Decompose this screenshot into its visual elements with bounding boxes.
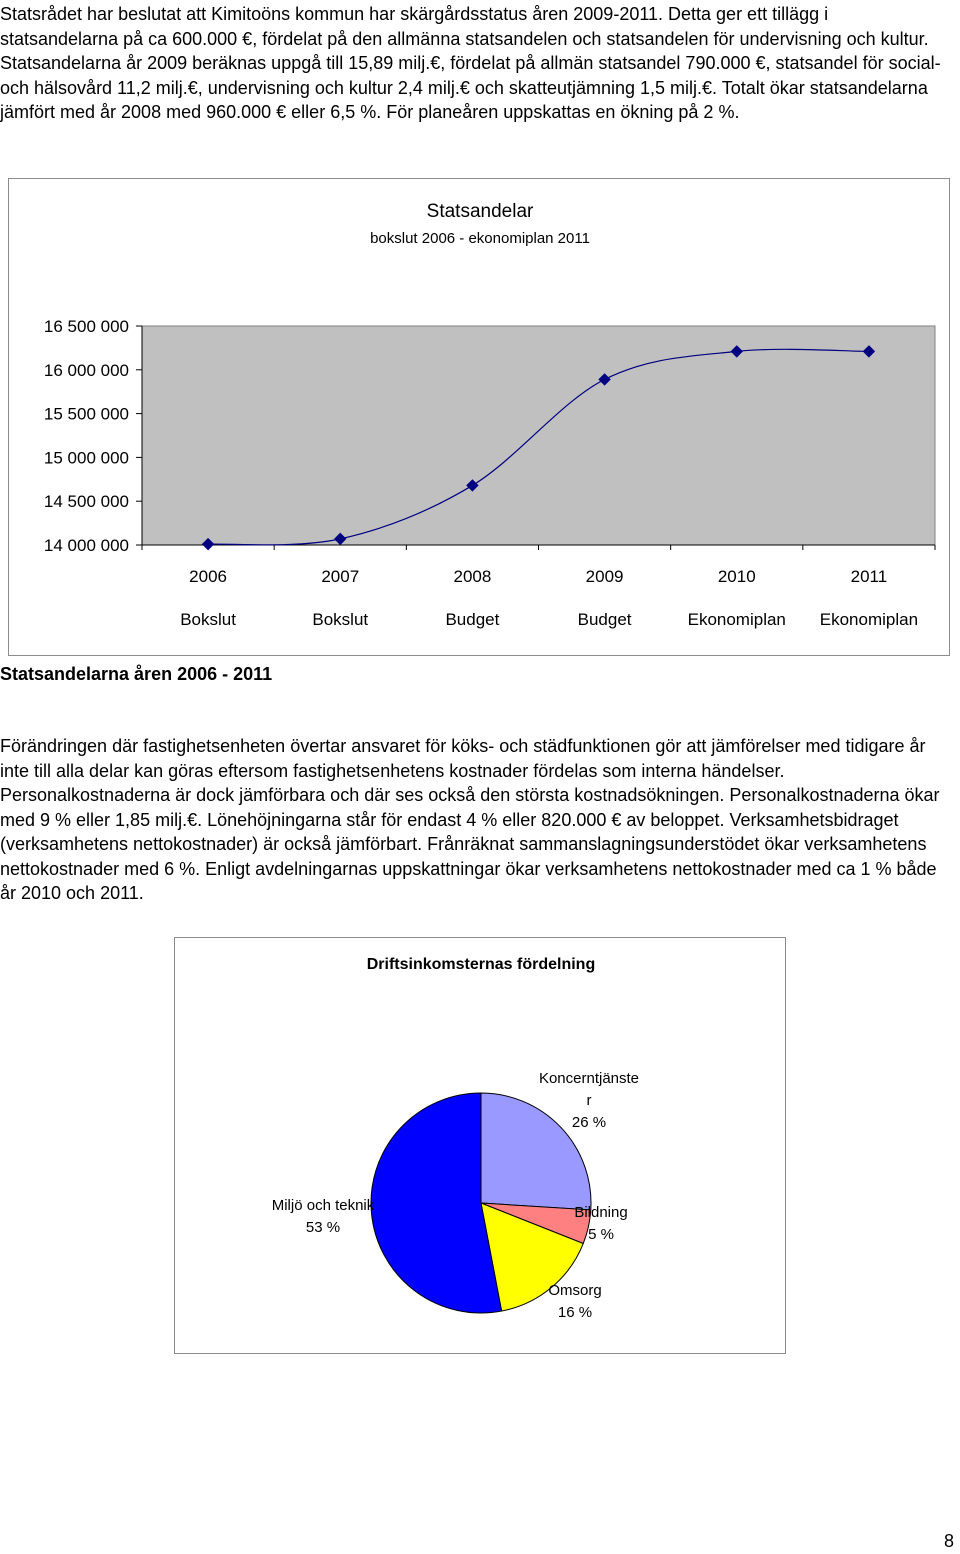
x-tick-label: 2011 [850,567,888,586]
plot-area [142,326,935,545]
body-paragraph: Förändringen där fastighetsenheten övertar ansvaret för köks- och städfunktionen gör att jämförelser med tidigare år inte till alla delar kan göras eftersom fastighetsenhetens kostnader fördelas som interna händelser. Personalkostnaderna är dock jämförbara och där ses också den största kostnadsökningen. Personalkostnaderna ökar med 9 % eller 1,85 milj.€. Lönehöjningarna står för endast 4 % eller 820.000 € av beloppet. Verksamhetsbidraget (verksamhetens nettokostnader) är också jämförbart. Frånräknat sammanslagningsunderstödet ökar verksamhetens nettokostnader med 6 %. Enligt avdelningarnas uppskattningar ökar verksamhetens nettokostnader med ca 1 % både år 2010 och 2011. [0,736,940,903]
x-tick-label: 2006 [189,567,227,586]
x-tick-label: 2007 [321,567,360,586]
pie-slice-percent: 53 % [305,1219,341,1236]
pie-slice-label: Koncerntjänste [538,1070,640,1087]
pie-chart-svg [175,938,787,1355]
x-category-sublabel: Ekonomiplan [819,610,919,629]
x-tick-label: 2009 [585,567,624,586]
x-category-sublabel: Budget [577,610,632,629]
driftsinkomster-pie-chart [174,937,786,1354]
pie-slice [481,1093,591,1210]
x-category-sublabel: Ekonomiplan [687,610,786,629]
x-category-sublabel: Bokslut [180,610,236,629]
pie-slice-percent: 5 % [588,1226,614,1243]
page-number: 8 [944,1531,955,1551]
pie-slice-label: Bildning [574,1204,628,1221]
y-tick-label: 15 000 000 [43,448,129,468]
y-tick-label: 14 500 000 [43,492,129,512]
intro-paragraph: Statsrådet har beslutat att Kimitoöns kommun har skärgårdsstatus åren 2009-2011. Detta ger ett tillägg i statsandelarna på ca 600.000 €, fördelat på den allmänna statsandelen och statsandelen för undervisning och kultur. Statsandelarna år 2009 beräknas uppgå till 15,89 milj.€, fördelat på allmän statsandel 790.000 €, statsandel för social- och hälsovård 11,2 milj.€, undervisning och kultur 2,4 milj.€ och skatteutjämning 1,5 milj.€. Totalt ökar statsandelarna jämfört med år 2008 med 960.000 € eller 6,5 %. För planeåren uppskattas en ökning på 2 %. [0,4,941,122]
pie-slice-label: Omsorg [548,1282,602,1299]
y-tick-label: 16 000 000 [43,360,129,380]
x-category-sublabel: Budget [445,610,500,629]
chart-title: Statsandelar [426,201,534,222]
pie-slice-percent: 26 % [571,1114,607,1131]
pie-slice-label: r [586,1092,592,1109]
pie-title: Driftsinkomsternas fördelning [366,956,596,973]
chart-subtitle: bokslut 2006 - ekonomiplan 2011 [370,230,590,247]
line-chart-svg [9,179,951,657]
pie-slice-percent: 16 % [557,1304,593,1321]
statsandelar-line-chart [8,178,950,656]
y-tick-label: 16 500 000 [43,317,129,336]
pie-slice-label: Miljö och teknik [271,1197,375,1214]
y-tick-label: 14 000 000 [43,536,129,555]
section-heading: Statsandelarna åren 2006 - 2011 [0,664,273,684]
x-tick-label: 2010 [717,567,756,586]
x-category-sublabel: Bokslut [312,610,369,629]
y-tick-label: 15 500 000 [43,404,129,424]
x-tick-label: 2008 [453,567,492,586]
